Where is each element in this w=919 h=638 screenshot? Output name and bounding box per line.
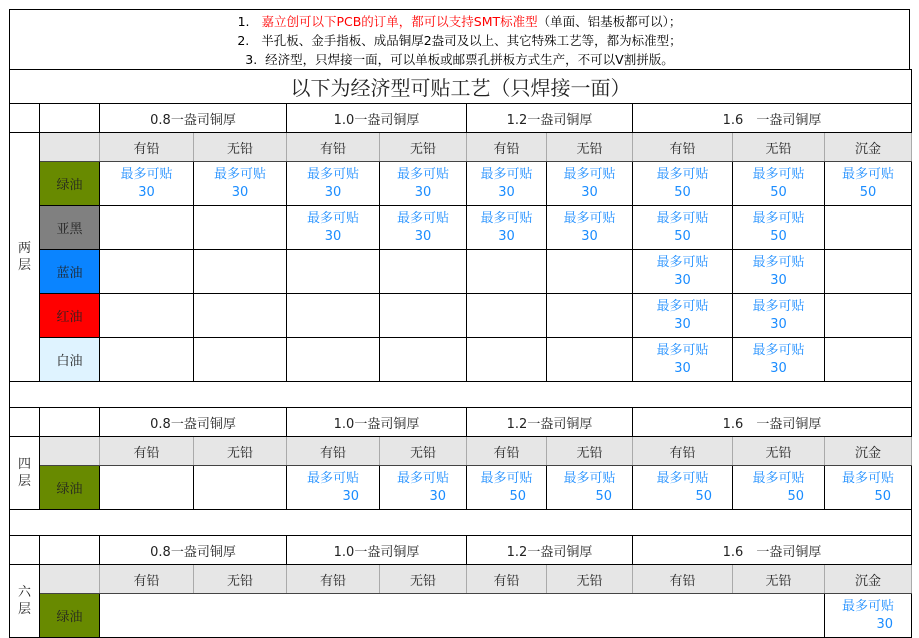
capacity-cell xyxy=(633,466,733,510)
capacity-cell xyxy=(733,206,825,250)
empty-cell xyxy=(825,338,912,382)
capacity-cell xyxy=(380,466,467,510)
empty-cell xyxy=(100,206,194,250)
max-count: 30 xyxy=(770,360,787,376)
empty-cell xyxy=(194,206,287,250)
thickness-header: 1.0一盎司铜厚 xyxy=(287,536,467,565)
max-count: 30 xyxy=(324,184,342,200)
max-label: 最多可贴 xyxy=(656,166,709,182)
max-label: 最多可贴 xyxy=(563,210,616,226)
finish-header: 沉金 xyxy=(825,437,912,466)
max-count: 50 xyxy=(859,184,877,200)
max-label: 最多可贴 xyxy=(396,210,449,226)
max-count: 50 xyxy=(509,488,526,504)
thickness-header: 1.6 一盎司铜厚 xyxy=(633,408,912,437)
max-label: 最多可贴 xyxy=(656,210,709,226)
max-count: 30 xyxy=(770,316,787,332)
max-label: 最多可贴 xyxy=(841,166,894,182)
corner-cell xyxy=(40,133,100,162)
capacity-cell xyxy=(825,162,912,206)
finish-header: 有铅 xyxy=(633,133,733,162)
finish-header: 无铅 xyxy=(194,133,287,162)
capacity-cell xyxy=(825,466,912,510)
layer-label xyxy=(10,565,40,638)
finish-header: 有铅 xyxy=(467,565,547,594)
empty-cell xyxy=(547,338,633,382)
empty-cell xyxy=(467,250,547,294)
capacity-cell xyxy=(633,338,733,382)
max-label: 最多可贴 xyxy=(396,166,449,182)
max-label: 最多可贴 xyxy=(656,470,709,486)
corner-cell xyxy=(40,408,100,437)
solder-mask-红油: 红油 xyxy=(40,294,100,338)
max-count: 50 xyxy=(595,488,612,504)
finish-header: 无铅 xyxy=(380,437,467,466)
finish-header: 无铅 xyxy=(547,565,633,594)
max-count: 30 xyxy=(581,228,598,244)
solder-mask-绿油: 绿油 xyxy=(40,594,100,638)
capacity-cell xyxy=(633,206,733,250)
capacity-cell xyxy=(633,250,733,294)
spacer-row xyxy=(10,510,912,536)
max-label: 最多可贴 xyxy=(563,470,616,486)
capacity-cell xyxy=(547,162,633,206)
max-label: 最多可贴 xyxy=(213,166,266,182)
capacity-cell xyxy=(733,250,825,294)
capacity-cell xyxy=(633,162,733,206)
empty-cell xyxy=(287,250,380,294)
table-title: 以下为经济型可贴工艺（只焊接一面） xyxy=(10,70,912,104)
corner-cell xyxy=(10,536,40,565)
empty-cell xyxy=(380,294,467,338)
capacity-cell xyxy=(287,206,380,250)
empty-cell xyxy=(194,250,287,294)
max-label: 最多可贴 xyxy=(752,210,805,226)
max-label: 最多可贴 xyxy=(752,166,805,182)
thickness-header: 1.6 一盎司铜厚 xyxy=(633,104,912,133)
solder-mask-蓝油: 蓝油 xyxy=(40,250,100,294)
max-count: 30 xyxy=(498,184,515,200)
max-label: 最多可贴 xyxy=(841,598,894,614)
empty-cell xyxy=(380,338,467,382)
empty-cell xyxy=(194,294,287,338)
finish-header: 无铅 xyxy=(194,565,287,594)
thickness-header: 1.2一盎司铜厚 xyxy=(467,536,633,565)
max-label: 最多可贴 xyxy=(752,298,805,314)
capacity-cell xyxy=(547,466,633,510)
empty-cell xyxy=(100,250,194,294)
empty-cell xyxy=(547,250,633,294)
solder-mask-亚黑: 亚黑 xyxy=(40,206,100,250)
thickness-header: 1.2一盎司铜厚 xyxy=(467,408,633,437)
finish-header: 无铅 xyxy=(380,565,467,594)
layer-label-char: 六 xyxy=(17,585,31,600)
layer-label-char: 层 xyxy=(17,258,31,273)
corner-cell xyxy=(40,104,100,133)
finish-header: 无铅 xyxy=(733,565,825,594)
smt-process-sheet xyxy=(9,9,910,638)
finish-header: 有铅 xyxy=(287,565,380,594)
layer-label xyxy=(10,133,40,382)
finish-header: 有铅 xyxy=(100,565,194,594)
empty-cell xyxy=(194,338,287,382)
capacity-cell xyxy=(380,206,467,250)
max-count: 50 xyxy=(770,184,787,200)
max-label: 最多可贴 xyxy=(752,342,805,358)
empty-cell xyxy=(194,466,287,510)
max-label: 最多可贴 xyxy=(480,166,533,182)
corner-cell xyxy=(40,536,100,565)
max-label: 最多可贴 xyxy=(656,254,709,270)
max-count: 50 xyxy=(674,184,691,200)
empty-cell xyxy=(825,206,912,250)
max-count: 30 xyxy=(674,316,691,332)
layer-label-char: 层 xyxy=(17,474,31,489)
empty-cell xyxy=(287,294,380,338)
empty-cell xyxy=(287,338,380,382)
capacity-cell xyxy=(467,466,547,510)
finish-header: 无铅 xyxy=(733,133,825,162)
capacity-cell xyxy=(633,294,733,338)
capacity-cell xyxy=(467,162,547,206)
corner-cell xyxy=(10,104,40,133)
max-label: 最多可贴 xyxy=(306,470,359,486)
finish-header: 有铅 xyxy=(287,437,380,466)
empty-cell xyxy=(547,294,633,338)
finish-header: 无铅 xyxy=(547,437,633,466)
finish-header: 有铅 xyxy=(633,565,733,594)
max-label: 最多可贴 xyxy=(752,470,805,486)
max-count: 50 xyxy=(787,488,804,504)
max-count: 50 xyxy=(695,488,712,504)
max-label: 最多可贴 xyxy=(120,166,173,182)
capacity-cell xyxy=(733,162,825,206)
max-label: 最多可贴 xyxy=(563,166,616,182)
finish-header: 有铅 xyxy=(633,437,733,466)
layer-label xyxy=(10,437,40,510)
empty-cell xyxy=(380,250,467,294)
finish-header: 沉金 xyxy=(825,133,912,162)
finish-header: 有铅 xyxy=(100,437,194,466)
max-label: 最多可贴 xyxy=(656,342,709,358)
finish-header: 有铅 xyxy=(467,437,547,466)
capacity-cell xyxy=(733,338,825,382)
thickness-header: 1.0一盎司铜厚 xyxy=(287,104,467,133)
empty-cell xyxy=(467,338,547,382)
corner-cell xyxy=(40,565,100,594)
max-count: 30 xyxy=(876,616,893,632)
max-count: 30 xyxy=(231,184,249,200)
max-count: 30 xyxy=(414,228,432,244)
max-label: 最多可贴 xyxy=(752,254,805,270)
finish-header: 有铅 xyxy=(287,133,380,162)
finish-header: 有铅 xyxy=(467,133,547,162)
max-count: 30 xyxy=(342,488,359,504)
note-2: 2. 半孔板、金手指板、成品铜厚2盎司及以上、其它特殊工艺等，都为标准型； xyxy=(237,33,682,48)
max-count: 30 xyxy=(324,228,342,244)
capacity-cell xyxy=(825,594,912,638)
smt-capability-table xyxy=(9,69,912,638)
max-count: 30 xyxy=(138,184,155,200)
max-count: 30 xyxy=(414,184,432,200)
max-count: 50 xyxy=(770,228,787,244)
finish-header: 有铅 xyxy=(100,133,194,162)
max-count: 30 xyxy=(674,272,691,288)
solder-mask-白油: 白油 xyxy=(40,338,100,382)
thickness-header: 1.0一盎司铜厚 xyxy=(287,408,467,437)
max-count: 30 xyxy=(674,360,691,376)
corner-cell xyxy=(40,437,100,466)
capacity-cell xyxy=(733,466,825,510)
finish-header: 无铅 xyxy=(194,437,287,466)
thickness-header: 0.8一盎司铜厚 xyxy=(100,408,287,437)
max-count: 30 xyxy=(581,184,598,200)
max-label: 最多可贴 xyxy=(396,470,449,486)
finish-header: 无铅 xyxy=(547,133,633,162)
max-label: 最多可贴 xyxy=(480,210,533,226)
thickness-header: 0.8一盎司铜厚 xyxy=(100,104,287,133)
finish-header: 沉金 xyxy=(825,565,912,594)
capacity-cell xyxy=(380,162,467,206)
finish-header: 无铅 xyxy=(380,133,467,162)
max-count: 30 xyxy=(498,228,515,244)
empty-cell xyxy=(825,250,912,294)
max-count: 30 xyxy=(429,488,446,504)
thickness-header: 1.6 一盎司铜厚 xyxy=(633,536,912,565)
capacity-cell xyxy=(100,162,194,206)
max-label: 最多可贴 xyxy=(480,470,533,486)
layer-label-char: 四 xyxy=(17,457,31,472)
thickness-header: 1.2一盎司铜厚 xyxy=(467,104,633,133)
layer-label-char: 两 xyxy=(17,241,31,256)
note-3: 3. 经济型，只焊接一面，可以单板或邮票孔拼板方式生产，不可以V割拼版。 xyxy=(245,52,674,67)
max-count: 30 xyxy=(770,272,787,288)
layer-label-char: 层 xyxy=(17,602,31,617)
corner-cell xyxy=(10,408,40,437)
empty-cell xyxy=(825,294,912,338)
max-label: 最多可贴 xyxy=(656,298,709,314)
empty-cell xyxy=(100,466,194,510)
capacity-cell xyxy=(194,162,287,206)
solder-mask-绿油: 绿油 xyxy=(40,162,100,206)
capacity-cell xyxy=(547,206,633,250)
spacer-row xyxy=(10,382,912,408)
empty-cell xyxy=(100,294,194,338)
max-label: 最多可贴 xyxy=(841,470,894,486)
max-count: 50 xyxy=(674,228,691,244)
max-count: 50 xyxy=(874,488,891,504)
max-label: 最多可贴 xyxy=(306,166,359,182)
max-label: 最多可贴 xyxy=(306,210,359,226)
finish-header: 无铅 xyxy=(733,437,825,466)
empty-cell xyxy=(467,294,547,338)
note-1: 1. 嘉立创可以下PCB的订单，都可以支持SMT标准型（单面、铝基板都可以）； xyxy=(237,14,682,29)
capacity-cell xyxy=(467,206,547,250)
notes-box xyxy=(9,9,910,69)
solder-mask-绿油: 绿油 xyxy=(40,466,100,510)
empty-cell xyxy=(100,338,194,382)
empty-cell xyxy=(100,594,825,638)
capacity-cell xyxy=(287,466,380,510)
capacity-cell xyxy=(733,294,825,338)
capacity-cell xyxy=(287,162,380,206)
thickness-header: 0.8一盎司铜厚 xyxy=(100,536,287,565)
